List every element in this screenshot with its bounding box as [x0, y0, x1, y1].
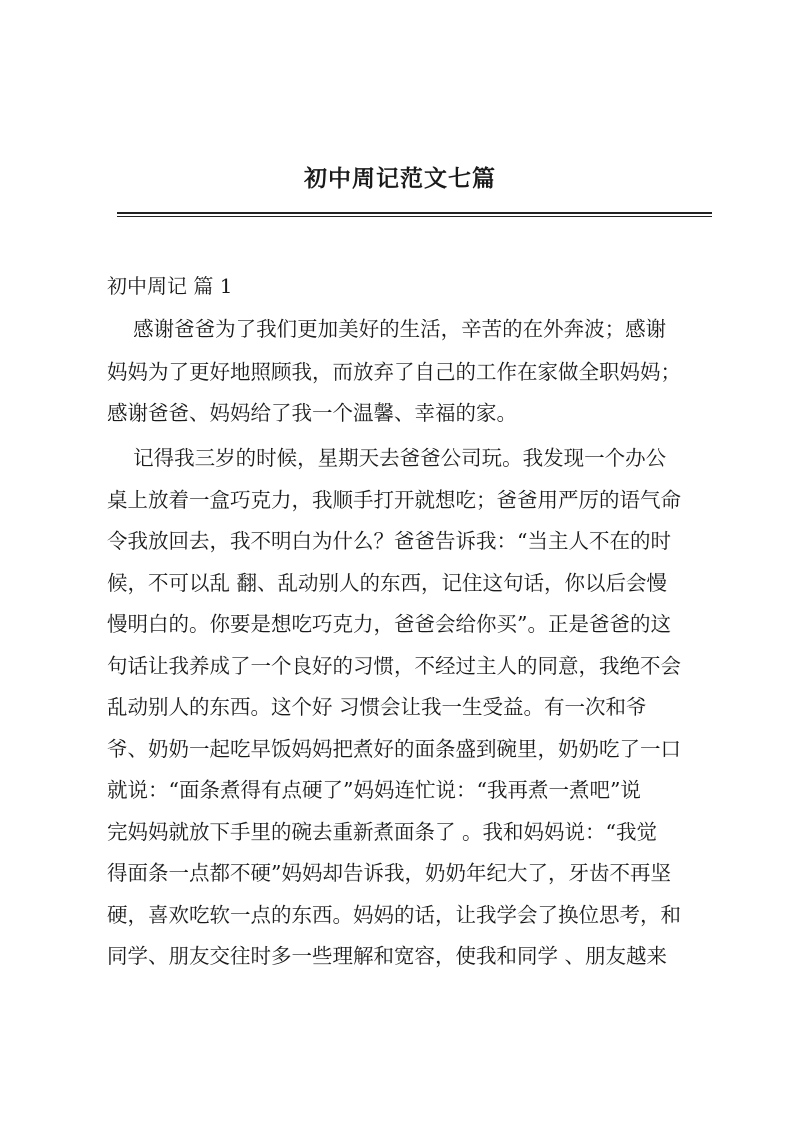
- title-divider: [117, 212, 712, 214]
- paragraph-line: 妈妈为了更好地照顾我，而放弃了自己的工作在家做全职妈妈；: [107, 360, 681, 384]
- paragraph-line: 同学、朋友交往时多一些理解和宽容，使我和同学 、朋友越来: [107, 944, 668, 968]
- paragraph-line: 感谢爸爸、妈妈给了我一个温馨、幸福的家。: [107, 401, 517, 425]
- paragraph-line: 就说：“面条煮得有点硬了”妈妈连忙说：“我再煮一煮吧”说: [107, 778, 641, 802]
- paragraph-line: 句话让我养成了一个良好的习惯，不经过主人的同意，我绝不会: [107, 654, 681, 678]
- paragraph-line: 乱动别人的东西。这个好 习惯会让我一生受益。有一次和爷: [107, 695, 647, 719]
- paragraph-line: 桌上放着一盒巧克力，我顺手打开就想吃；爸爸用严厉的语气命: [107, 488, 681, 512]
- paragraph-line: 候，不可以乱 翻、乱动别人的东西，记住这句话，你以后会慢: [107, 571, 668, 595]
- paragraph-line: 感谢爸爸为了我们更加美好的生活，辛苦的在外奔波；感谢: [107, 317, 667, 341]
- paragraph-line: 令我放回去，我不明白为什么？爸爸告诉我：“当主人不在的时: [107, 529, 671, 553]
- paragraph-line: 硬，喜欢吃软一点的东西。妈妈的话，让我学会了换位思考，和: [107, 903, 681, 927]
- page-title: 初中周记范文七篇: [304, 165, 496, 192]
- paragraph-line: 完妈妈就放下手里的碗去重新煮面条了 。我和妈妈说：“我觉: [107, 820, 657, 844]
- paragraph-line: 记得我三岁的时候，星期天去爸爸公司玩。我发现一个办公: [107, 446, 667, 470]
- paragraph-line: 慢明白的。你要是想吃巧克力，爸爸会给你买”。正是爸爸的这: [107, 612, 671, 636]
- paragraph-line: 爷、奶奶一起吃早饭妈妈把煮好的面条盛到碗里，奶奶吃了一口: [107, 737, 681, 761]
- paragraph-line: 得面条一点都不硬”妈妈却告诉我，奶奶年纪大了，牙齿不再坚: [107, 861, 671, 885]
- title-divider-thin: [117, 216, 712, 217]
- section-heading: 初中周记 篇 1: [107, 274, 233, 298]
